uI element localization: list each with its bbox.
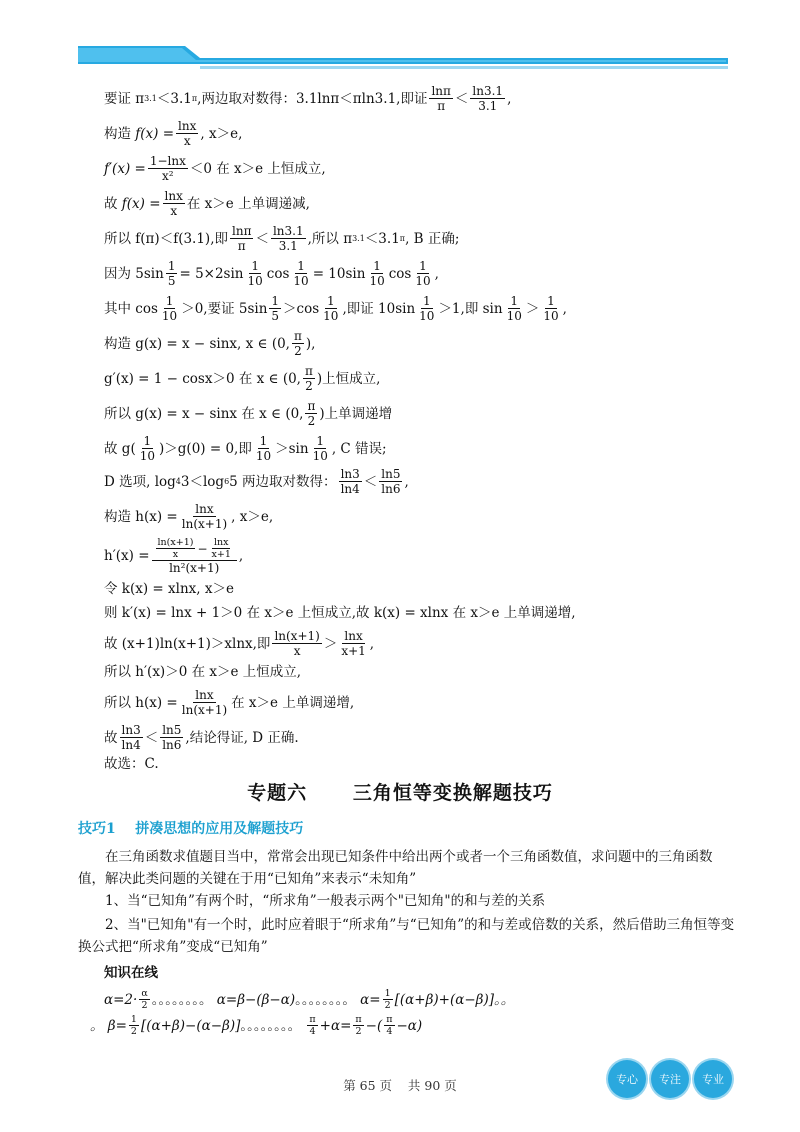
line-14: h′(x) = $\frac{\ln(x+1)}{x}$ − $\frac{\ln x}{x+1}$ ln²(x+1) , [104, 537, 244, 575]
line-11: 故 g ( $\frac{1}{10}$ ) ＞g(0) = 0,即 $\frac{1}{10}$ ＞sin $\frac{1}{10}$ , C 错误; [104, 434, 387, 463]
knowledge-label: 知识在线 [104, 965, 158, 981]
line-20: 故 $\frac{\ln 3}{\ln 4}$ ＜ $\frac{\ln 5}{\ln 6}$ ,结论得证, D 正确. [104, 723, 299, 752]
line-4: 故 f(x) = $\frac{\ln x}{x}$ 在 x＞e 上单调递减, [104, 189, 310, 218]
line-8: 构造 g(x) = x − sinx, x ∈ (0, $\frac{\pi}{2}$ ), [104, 329, 316, 358]
line-19: 所以 h(x) = $\frac{\ln x}{\ln(x+1)}$ 在 x＞e 上单调递增, [104, 688, 355, 717]
formula-line-1: α=2· $\frac{\alpha}{2}$ 。。。。。。。。 α=β−(β−α) 。。。。。。。。 α= $\frac{1}{2}$ [(α+β)+(α−β)]。。 [104, 988, 515, 1011]
section-title: 专题六 三角恒等变换解题技巧 [247, 782, 553, 804]
line-10: 所以 g(x) = x − sinx 在 x ∈ (0, $\frac{\pi}{2}$ ) 上单调递增 [104, 399, 393, 428]
tip-title: 技巧1 拼凑思想的应用及解题技巧 [78, 821, 304, 837]
line-2: 构造 f(x) = $\frac{\ln x}{x}$ , x＞e, [104, 119, 243, 148]
line-3: f′(x) = $\frac{1-\ln x}{\text{x²}}$ ＜0 在 x＞e 上恒成立, [104, 154, 326, 183]
paragraph-point-2: 2、当"已知角"有一个时，此时应着眼于“所求角”与“已知角”的和与差或倍数的关系，然后借助三角恒等变换公式把“所求角”变成“已知角” [78, 917, 735, 955]
line-17: 故 (x+1)ln(x+1)＞xlnx,即 $\frac{\ln(x+1)}{x}$ ＞ $\frac{\ln x}{x+1}$ , [104, 629, 375, 658]
line-15: 令 k(x) = xlnx, x＞e [104, 581, 234, 597]
line-1: 要证 π 3.1 ＜3.1 π ,两边取对数得：3.1lnπ＜πln3.1,即证 $\frac{\ln\pi}{\pi}$ ＜ $\frac{\ln 3.1}{3.1}$ , [104, 84, 512, 113]
line-7: 其中 cos $\frac{1}{10}$ ＞0,要证 5sin $\frac{1}{5}$ ＞cos $\frac{1}{10}$ ,即证 10sin $\frac{1}{10}$ ＞1,即 sin $\frac{1}{10}$ ＞ $\frac{1}{10}$ , [104, 294, 567, 323]
formula-line-2: 。 β= $\frac{1}{2}$ [(α+β)−(α−β)] 。。。。。。。。 $\frac{\pi}{4}$ +α= $\frac{\pi}{2}$ −( $\frac{\pi}{4}$ −α) [90, 1014, 423, 1037]
solution-content [104, 84, 744, 774]
line-18: 所以 h′(x)＞0 在 x＞e 上恒成立, [104, 664, 302, 680]
badge-focus-attention: 专注 [651, 1060, 689, 1098]
line-9: g′(x) = 1 − cosx＞0 在 x ∈ (0, $\frac{\pi}{2}$ ) 上恒成立, [104, 364, 381, 393]
footer-badges [608, 1060, 732, 1098]
line-5: 所以 f(π)＜f(3.1),即 $\frac{\ln\pi}{\pi}$ ＜ $\frac{\ln 3.1}{3.1}$ ,所以 π 3.1 ＜3.1 π , B 正确; [104, 224, 460, 253]
badge-professional: 专业 [694, 1060, 732, 1098]
page-number: 第 65 页 共 90 页 [343, 1078, 457, 1093]
header-decoration [0, 0, 800, 80]
paragraph-intro: 在三角函数求值题目当中，常常会出现已知条件中给出两个或者一个三角函数值，求问题中的三角函数值，解决此类问题的关键在于用“已知角”来表示“未知角” [78, 849, 713, 887]
line-21: 故选：C. [104, 756, 159, 772]
line-12: D 选项, log 4 3＜log 6 5 两边取对数得： $\frac{\ln 3}{\ln 4}$ ＜ $\frac{\ln 5}{\ln 6}$ , [104, 467, 409, 496]
badge-focus-heart: 专心 [608, 1060, 646, 1098]
line-6: 因为 5sin $\frac{1}{5}$ = 5×2sin $\frac{1}{10}$ cos $\frac{1}{10}$ = 10sin $\frac{1}{10}$ cos $\frac{1}{10}$ , [104, 259, 439, 288]
line-16: 则 k′(x) = lnx + 1＞0 在 x＞e 上恒成立,故 k(x) = xlnx 在 x＞e 上单调递增, [104, 605, 576, 621]
paragraph-point-1: 1、当“已知角”有两个时，“所求角”一般表示两个"已知角"的和与差的关系 [105, 893, 546, 909]
line-13: 构造 h(x) = $\frac{\ln x}{\ln(x+1)}$ , x＞e, [104, 502, 274, 531]
